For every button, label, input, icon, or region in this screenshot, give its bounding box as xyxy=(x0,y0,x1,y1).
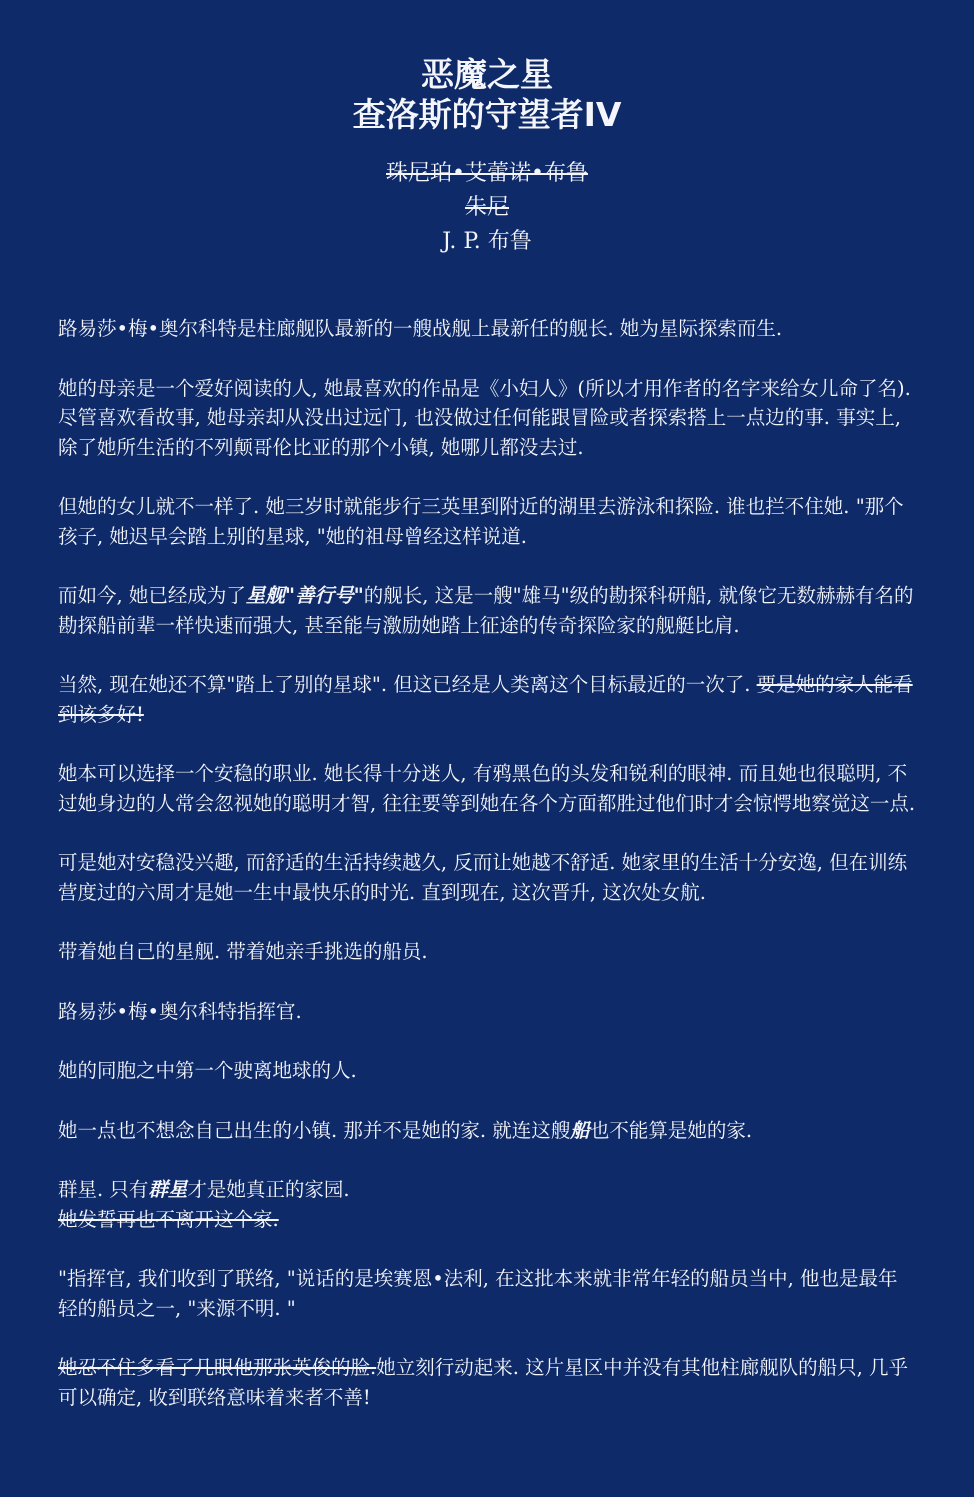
ship-name-emphasis: 星舰"善行号" xyxy=(245,584,364,607)
story-body xyxy=(58,314,916,1412)
paragraph-4-text-a: 而如今, 她已经成为了 xyxy=(58,584,246,607)
paragraph-5-struck-text: 要是她的家人能看到该多好! xyxy=(58,673,913,726)
story-title xyxy=(58,0,916,135)
paragraph-1: 路易莎•梅•奥尔科特是柱廊舰队最新的一艘战舰上最新任的舰长. 她为星际探索而生. xyxy=(58,317,783,340)
paragraph-12 xyxy=(58,1175,916,1234)
author-block xyxy=(58,157,916,259)
author-struck-name-1: 珠尼珀•艾蕾诺•布鲁 xyxy=(386,161,588,186)
title-line-2: 查洛斯的守望者IV xyxy=(352,95,622,134)
author-name: J. P. 布鲁 xyxy=(442,229,532,254)
paragraph-11 xyxy=(58,1116,916,1146)
stars-emphasis: 群星 xyxy=(148,1178,188,1201)
paragraph-13: "指挥官, 我们收到了联络, "说话的是埃赛恩•法利, 在这批本来就非常年轻的船员当中, 他也是最年轻的船员之一, "来源不明. " xyxy=(58,1267,898,1320)
paragraph-7: 可是她对安稳没兴趣, 而舒适的生活持续越久, 反而让她越不舒适. 她家里的生活十分安逸, 但在训练营度过的六周才是她一生中最快乐的时光. 直到现在, 这次晋升, 这次处女航. xyxy=(58,851,908,904)
paragraph-3: 但她的女儿就不一样了. 她三岁时就能步行三英里到附近的湖里去游泳和探险. 谁也拦不住她. "那个孩子, 她迟早会踏上别的星球, "她的祖母曾经这样说道. xyxy=(58,495,904,548)
paragraph-12-text-b: 才是她真正的家园. xyxy=(187,1178,350,1201)
paragraph-14-struck-text: 她忍不住多看了几眼他那张英俊的脸. xyxy=(58,1356,377,1379)
paragraph-9: 路易莎•梅•奥尔科特指挥官. xyxy=(58,999,302,1023)
paragraph-14 xyxy=(58,1353,916,1412)
paragraph-8: 带着她自己的星舰. 带着她亲手挑选的船员. xyxy=(58,940,428,963)
paragraph-6: 她本可以选择一个安稳的职业. 她长得十分迷人, 有鸦黑色的头发和锐利的眼神. 而且她也很聪明, 不过她身边的人常会忽视她的聪明才智, 往往要等到她在各个方面都胜过他们时才会惊愕地察觉这一点. xyxy=(58,762,916,815)
paragraph-14-text: 她立刻行动起来. 这片星区中并没有其他柱廊舰队的船只, 几乎可以确定, 收到联络意味着来者不善! xyxy=(58,1356,908,1409)
title-line-1: 恶魔之星 xyxy=(421,55,553,94)
paragraph-10: 她的同胞之中第一个驶离地球的人. xyxy=(58,1059,357,1082)
paragraph-11-text-a: 她一点也不想念自己出生的小镇. 那并不是她的家. 就连这艘 xyxy=(58,1118,571,1142)
paragraph-5-text: 当然, 现在她还不算"踏上了别的星球". 但这已经是人类离这个目标最近的一次了. xyxy=(58,673,751,696)
author-struck-name-2: 朱尼 xyxy=(464,195,509,220)
ship-emphasis: 船 xyxy=(570,1118,590,1142)
paragraph-2: 她的母亲是一个爱好阅读的人, 她最喜欢的作品是《小妇人》(所以才用作者的名字来给女儿命了名). 尽管喜欢看故事, 她母亲却从没出过远门, 也没做过任何能跟冒险或者探索搭上一点边的事. 事实上, 除了她所生活的不列颠哥伦比亚的那个小镇, 她哪儿都没去过. xyxy=(58,376,911,459)
paragraph-11-text-b: 也不能算是她的家. xyxy=(589,1118,753,1142)
paragraph-4 xyxy=(58,581,916,640)
paragraph-12-struck-text: 她发誓再也不离开这个家. xyxy=(58,1207,279,1231)
paragraph-4-text-b: 的舰长, 这是一艘"雄马"级的勘探科研船, 就像它无数赫赫有名的勘探船前辈一样快速而强大, 甚至能与激励她踏上征途的传奇探险家的舰艇比肩. xyxy=(58,584,914,637)
paragraph-5 xyxy=(58,670,916,729)
paragraph-12-text-a: 群星. 只有 xyxy=(58,1178,149,1201)
